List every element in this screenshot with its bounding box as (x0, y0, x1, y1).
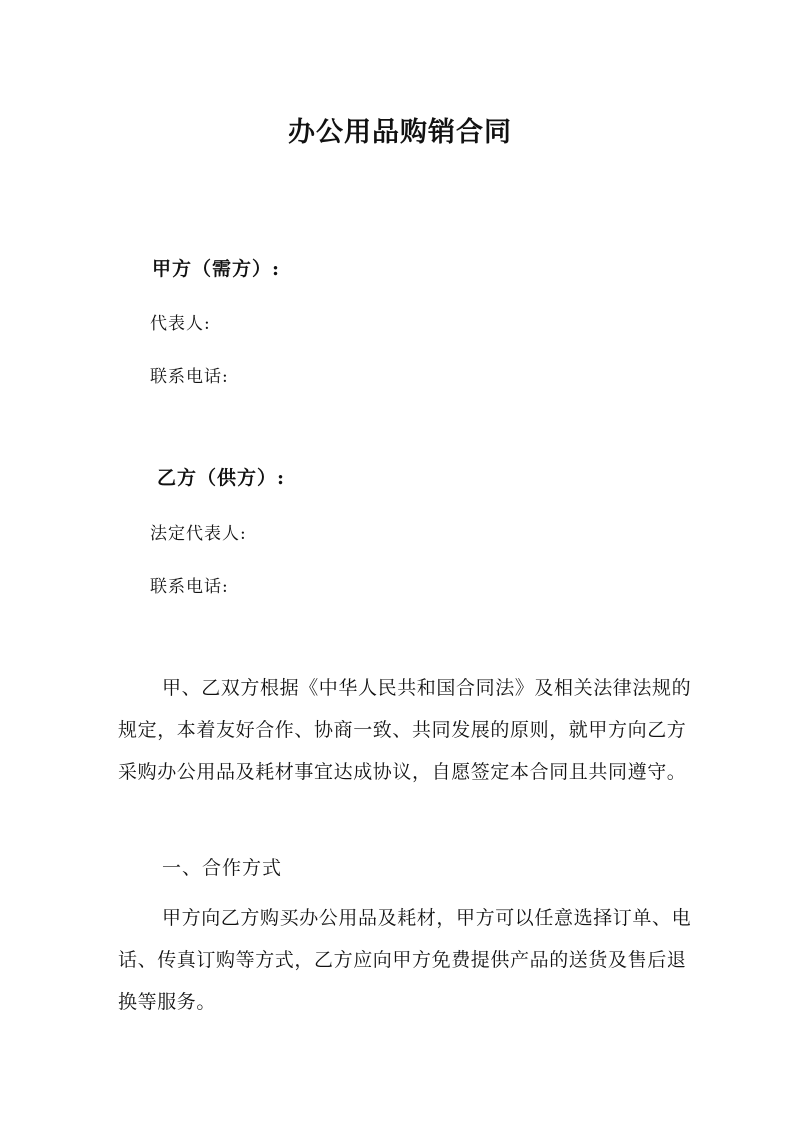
section-1-paragraph (118, 897, 698, 1023)
party-b-heading: 乙方（供方）: (157, 467, 286, 489)
intro-paragraph-text: 甲、乙双方根据《中华人民共和国合同法》及相关法律法规的规定，本着友好合作、协商一致、共同发展的原则，就甲方向乙方采购办公用品及耗材事宜达成协议，自愿签定本合同且共同遵守。 (118, 677, 692, 783)
document-title: 办公用品购销合同 (288, 117, 512, 148)
section-1-heading: 一、合作方式 (162, 857, 283, 879)
party-a-representative-label: 代表人: (150, 314, 211, 334)
section-1-paragraph-text: 甲方向乙方购买办公用品及耗材，甲方可以任意选择订单、电话、传真订购等方式，乙方应向甲方免费提供产品的送货及售后退换等服务。 (118, 907, 692, 1013)
intro-paragraph (118, 667, 698, 793)
party-b-legal-representative-label: 法定代表人: (150, 524, 247, 544)
party-a-phone-label: 联系电话: (150, 367, 229, 387)
party-a-heading: 甲方（需方）: (152, 258, 281, 280)
party-b-phone-label: 联系电话: (150, 577, 229, 597)
